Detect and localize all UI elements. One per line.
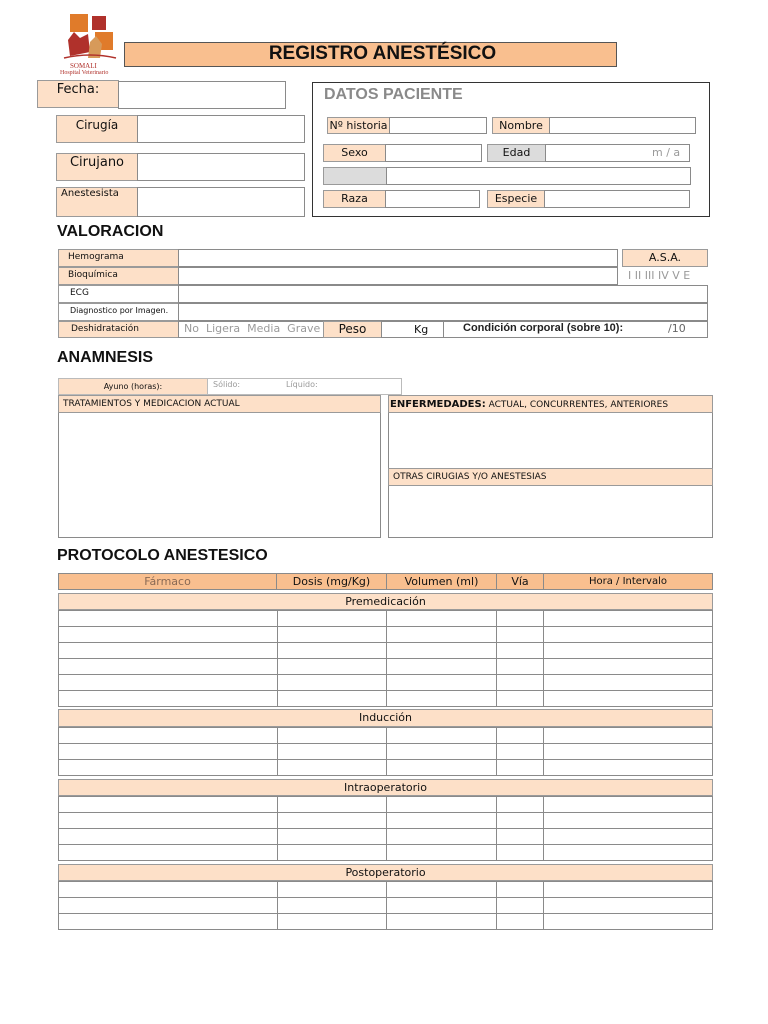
kg-unit: Kg <box>414 323 429 336</box>
hospital-logo <box>60 12 122 78</box>
col-hora: Hora / Intervalo <box>543 573 713 590</box>
ecg-field[interactable] <box>178 285 708 303</box>
col-farmaco: Fármaco <box>58 573 277 590</box>
hemograma-label: Hemograma <box>58 249 179 267</box>
otras-label: OTRAS CIRUGIAS Y/O ANESTESIAS <box>388 468 713 486</box>
anestesista-field[interactable] <box>137 187 305 217</box>
sexo-field[interactable] <box>385 144 482 162</box>
table-row[interactable] <box>59 845 713 861</box>
especie-label: Especie <box>487 190 545 208</box>
table-row[interactable] <box>59 898 713 914</box>
deshidratacion-options[interactable]: No Ligera Media Grave <box>184 322 321 335</box>
especie-field[interactable] <box>544 190 690 208</box>
section-premedicacion: Premedicación <box>58 593 713 610</box>
col-dosis: Dosis (mg/Kg) <box>276 573 387 590</box>
edad-units: m / a <box>652 146 681 159</box>
ayuno-label: Ayuno (horas): <box>58 378 208 395</box>
fecha-field[interactable] <box>118 81 286 109</box>
anamnesis-heading: ANAMNESIS <box>57 349 154 366</box>
hemograma-field[interactable] <box>178 249 618 267</box>
table-row[interactable] <box>59 643 713 659</box>
table-row[interactable] <box>59 813 713 829</box>
col-volumen: Volumen (ml) <box>386 573 497 590</box>
patient-blank-field[interactable] <box>386 167 691 185</box>
table-row[interactable] <box>59 627 713 643</box>
asa-label: A.S.A. <box>622 249 708 267</box>
peso-label: Peso <box>323 321 382 338</box>
patient-panel-title: DATOS PACIENTE <box>324 86 463 103</box>
table-row[interactable] <box>59 760 713 776</box>
ecg-label: ECG <box>58 285 179 303</box>
page-title: REGISTRO ANESTÉSICO <box>268 43 497 64</box>
postoperatorio-table <box>58 881 713 930</box>
enfermedades-label <box>388 395 713 413</box>
sexo-label: Sexo <box>323 144 386 162</box>
condicion-label: Condición corporal (sobre 10): <box>463 322 624 334</box>
raza-field[interactable] <box>385 190 480 208</box>
fecha-label: Fecha: <box>37 80 119 108</box>
asa-options[interactable]: I II III IV V E <box>628 269 691 282</box>
tratamientos-label: TRATAMIENTOS Y MEDICACION ACTUAL <box>58 395 381 413</box>
cirujano-label: Cirujano <box>56 153 138 181</box>
table-row[interactable] <box>59 744 713 760</box>
col-via: Vía <box>496 573 544 590</box>
table-row[interactable] <box>59 797 713 813</box>
protocol-header-row <box>58 573 713 590</box>
premedicacion-table <box>58 610 713 707</box>
liquido-label: Líquido: <box>286 380 318 389</box>
raza-label: Raza <box>323 190 386 208</box>
solido-label: Sólido: <box>213 380 241 389</box>
anestesista-label: Anestesista <box>56 187 138 217</box>
table-row[interactable] <box>59 659 713 675</box>
nombre-field[interactable] <box>549 117 696 134</box>
section-induccion: Inducción <box>58 709 713 727</box>
logo-text: SOMALI <box>70 62 97 70</box>
logo-subtitle: Hospital Veterinario <box>60 70 109 76</box>
condicion-suffix: /10 <box>668 322 686 335</box>
table-row[interactable] <box>59 675 713 691</box>
cirujano-field[interactable] <box>137 153 305 181</box>
cirugia-field[interactable] <box>137 115 305 143</box>
historia-label: Nº historia <box>327 117 390 134</box>
intraoperatorio-table <box>58 796 713 861</box>
table-row[interactable] <box>59 829 713 845</box>
table-row[interactable] <box>59 611 713 627</box>
table-row[interactable] <box>59 882 713 898</box>
diagnostico-field[interactable] <box>178 303 708 321</box>
table-row[interactable] <box>59 728 713 744</box>
bioquimica-field[interactable] <box>178 267 618 285</box>
section-postoperatorio: Postoperatorio <box>58 864 713 881</box>
section-intraoperatorio: Intraoperatorio <box>58 779 713 796</box>
tratamientos-box[interactable] <box>58 395 381 538</box>
deshidratacion-label: Deshidratación <box>58 321 179 338</box>
enfermedades-label-bold: ENFERMEDADES: <box>390 399 486 410</box>
enfermedades-label-rest: ACTUAL, CONCURRENTES, ANTERIORES <box>485 400 669 410</box>
historia-field[interactable] <box>389 117 487 134</box>
diagnostico-label: Diagnostico por Imagen. <box>58 303 179 321</box>
peso-field[interactable] <box>381 321 444 338</box>
induccion-table <box>58 727 713 776</box>
bioquimica-label: Bioquímica <box>58 267 179 285</box>
cirugia-label: Cirugía <box>56 115 138 143</box>
dog-cat-logo-icon <box>60 12 122 64</box>
protocolo-heading: PROTOCOLO ANESTESICO <box>57 547 268 564</box>
valoracion-heading: VALORACION <box>57 223 164 240</box>
table-row[interactable] <box>59 914 713 930</box>
patient-blank-label <box>323 167 387 185</box>
nombre-label: Nombre <box>492 117 550 134</box>
edad-label: Edad <box>487 144 546 162</box>
table-row[interactable] <box>59 691 713 707</box>
